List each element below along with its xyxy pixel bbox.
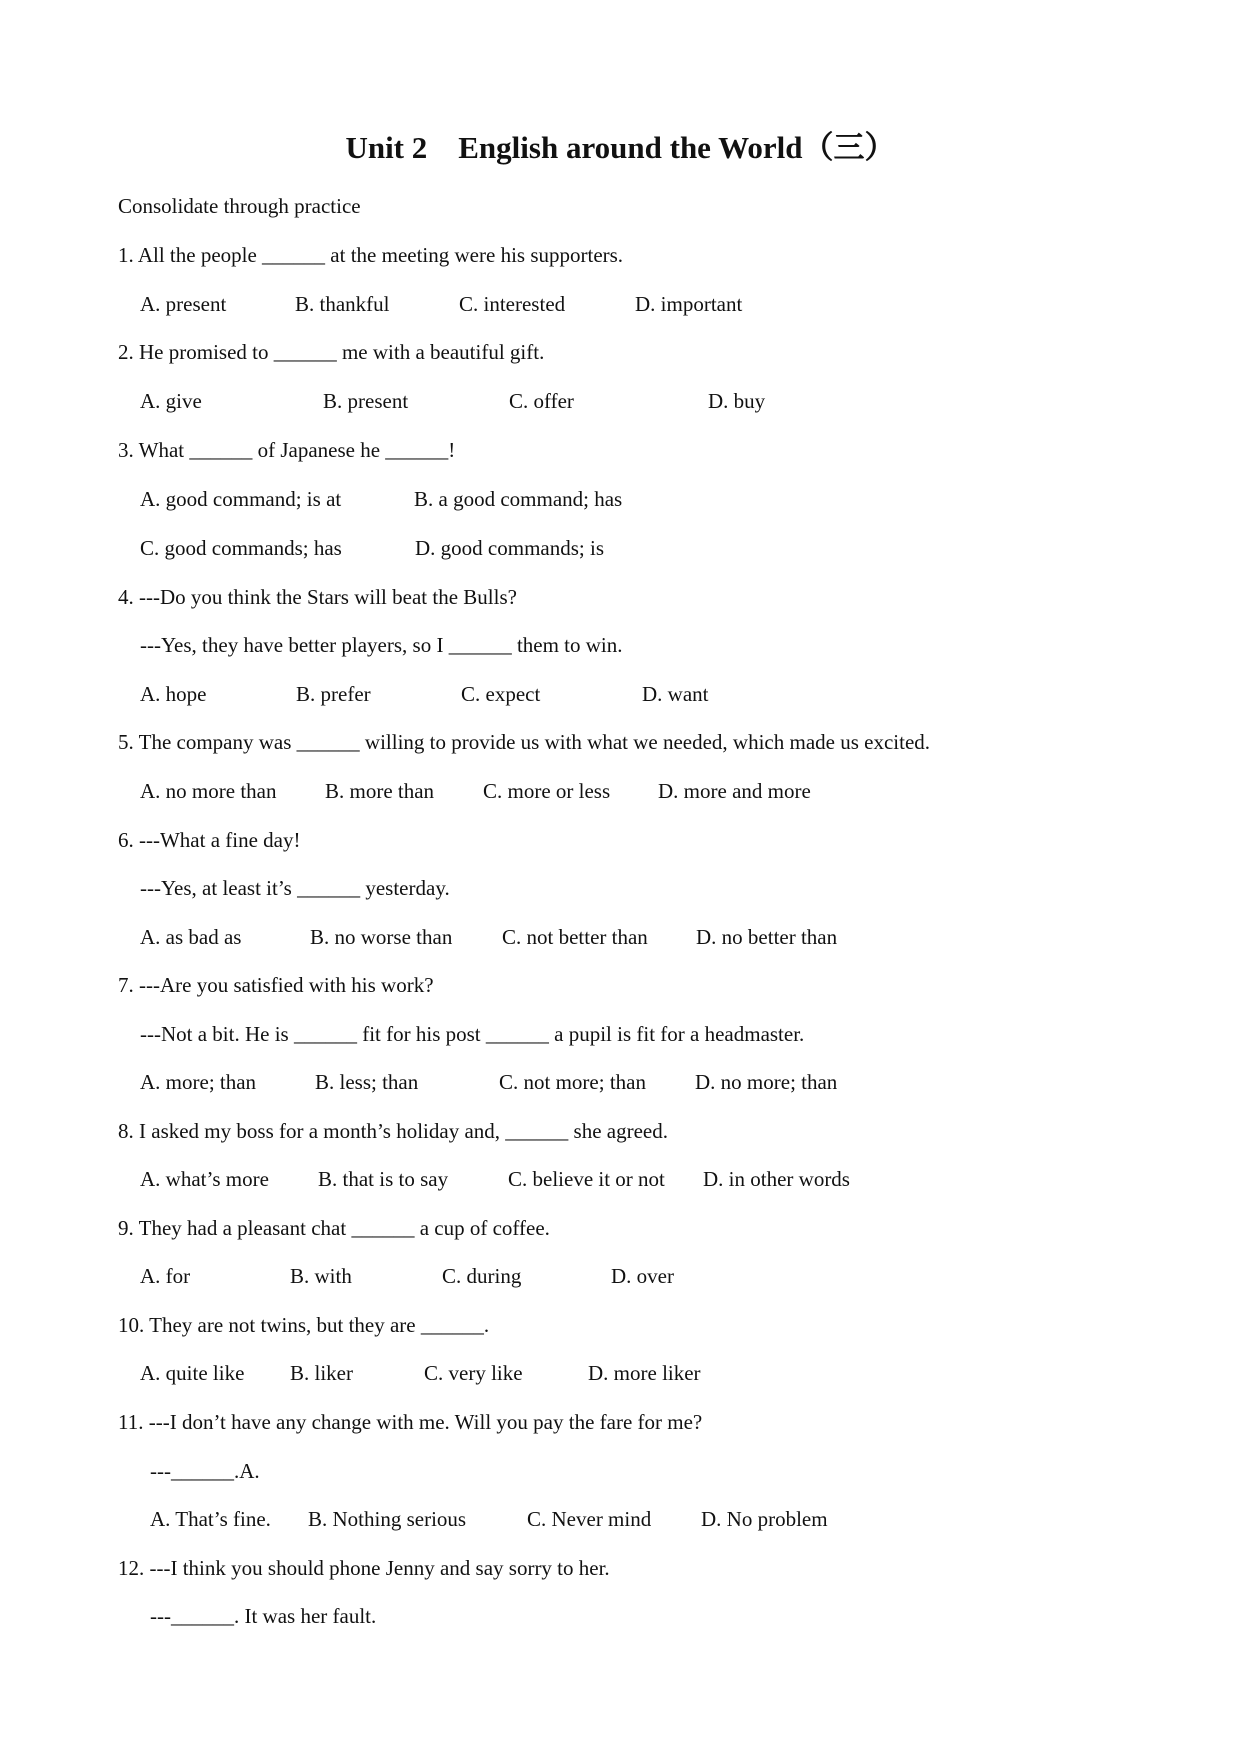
option-d: D. want bbox=[642, 682, 709, 706]
question-3-stem: 3. What ______ of Japanese he ______! bbox=[118, 438, 456, 462]
option-c: C. interested bbox=[459, 292, 566, 316]
option-b: B. less; than bbox=[315, 1070, 419, 1094]
option-c: C. not better than bbox=[502, 925, 648, 949]
question-2-stem: 2. He promised to ______ me with a beautiful gift. bbox=[118, 340, 545, 364]
option-a: A. as bad as bbox=[140, 925, 242, 949]
question-6-dialog: ---Yes, at least it’s ______ yesterday. bbox=[140, 876, 450, 900]
option-a: A. what’s more bbox=[140, 1167, 269, 1191]
option-a: A. present bbox=[140, 292, 227, 316]
option-b: B. no worse than bbox=[310, 925, 453, 949]
option-c: C. offer bbox=[509, 389, 574, 413]
option-a: A. quite like bbox=[140, 1361, 245, 1385]
option-c: C. more or less bbox=[483, 779, 611, 803]
option-d: D. in other words bbox=[703, 1167, 850, 1191]
option-c: C. not more; than bbox=[499, 1070, 646, 1094]
option-b: B. present bbox=[323, 389, 409, 413]
question-1-stem: 1. All the people ______ at the meeting were his supporters. bbox=[118, 243, 624, 267]
option-a: A. good command; is at bbox=[140, 487, 342, 511]
question-5-stem: 5. The company was ______ willing to provide us with what we needed, which made us excited. bbox=[118, 730, 931, 754]
question-12-dialog: ---______. It was her fault. bbox=[150, 1604, 377, 1628]
section-subtitle: Consolidate through practice bbox=[118, 194, 361, 218]
option-d: D. over bbox=[611, 1264, 674, 1288]
option-b: B. liker bbox=[290, 1361, 353, 1385]
question-7-stem: 7. ---Are you satisfied with his work? bbox=[118, 973, 434, 997]
option-c: C. Never mind bbox=[527, 1507, 652, 1531]
option-a: A. give bbox=[140, 389, 202, 413]
question-4-dialog: ---Yes, they have better players, so I ______ them to win. bbox=[140, 633, 623, 657]
question-12-stem: 12. ---I think you should phone Jenny and say sorry to her. bbox=[118, 1556, 610, 1580]
question-10-stem: 10. They are not twins, but they are ______. bbox=[118, 1313, 490, 1337]
question-4-stem: 4. ---Do you think the Stars will beat the Bulls? bbox=[118, 585, 517, 609]
option-a: A. for bbox=[140, 1264, 191, 1288]
option-b: B. a good command; has bbox=[414, 487, 623, 511]
option-c: C. very like bbox=[424, 1361, 523, 1385]
option-b: B. that is to say bbox=[318, 1167, 449, 1191]
option-d: D. no better than bbox=[696, 925, 838, 949]
option-b: B. Nothing serious bbox=[308, 1507, 467, 1531]
option-b: B. with bbox=[290, 1264, 352, 1288]
option-a: A. That’s fine. bbox=[150, 1507, 271, 1531]
option-c: C. expect bbox=[461, 682, 541, 706]
question-11-stem: 11. ---I don’t have any change with me. Will you pay the fare for me? bbox=[118, 1410, 703, 1434]
question-7-dialog: ---Not a bit. He is ______ fit for his post ______ a pupil is fit for a headmaster. bbox=[140, 1022, 805, 1046]
option-b: B. prefer bbox=[296, 682, 371, 706]
option-c: C. good commands; has bbox=[140, 536, 342, 560]
option-a: A. no more than bbox=[140, 779, 277, 803]
option-c: C. believe it or not bbox=[508, 1167, 665, 1191]
question-9-stem: 9. They had a pleasant chat ______ a cup of coffee. bbox=[118, 1216, 550, 1240]
option-b: B. more than bbox=[325, 779, 435, 803]
option-d: D. more and more bbox=[658, 779, 811, 803]
question-6-stem: 6. ---What a fine day! bbox=[118, 828, 301, 852]
option-d: D. important bbox=[635, 292, 743, 316]
option-d: D. no more; than bbox=[695, 1070, 838, 1094]
question-8-stem: 8. I asked my boss for a month’s holiday and, ______ she agreed. bbox=[118, 1119, 668, 1143]
option-d: D. good commands; is bbox=[415, 536, 604, 560]
option-a: A. hope bbox=[140, 682, 207, 706]
option-c: C. during bbox=[442, 1264, 522, 1288]
option-d: D. more liker bbox=[588, 1361, 701, 1385]
option-d: D. No problem bbox=[701, 1507, 828, 1531]
option-d: D. buy bbox=[708, 389, 766, 413]
question-11-dialog: ---______.A. bbox=[150, 1459, 260, 1483]
option-b: B. thankful bbox=[295, 292, 390, 316]
page-title: Unit 2 English around the World（三） bbox=[345, 130, 896, 165]
option-a: A. more; than bbox=[140, 1070, 257, 1094]
